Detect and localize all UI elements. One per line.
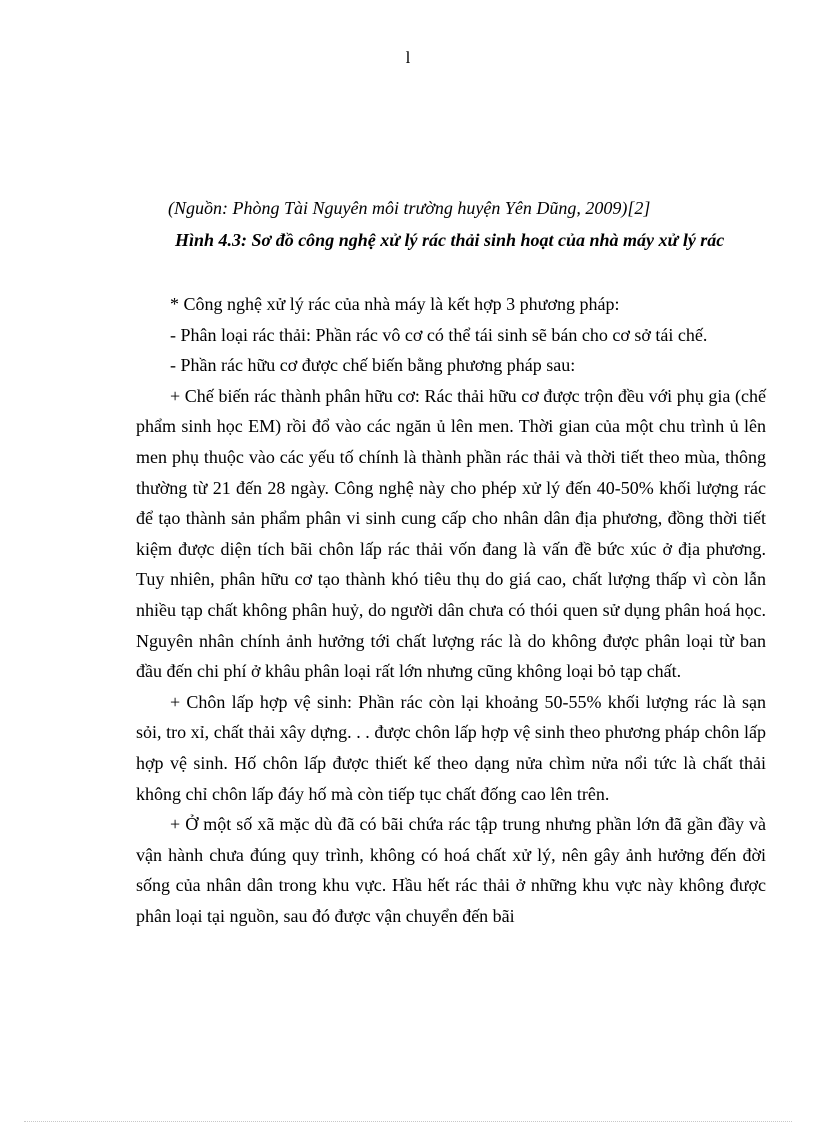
figure-source: (Nguồn: Phòng Tài Nguyên môi trường huyện Yên Dũng, 2009)[2] — [168, 198, 651, 218]
document-body — [136, 289, 766, 931]
paragraph-landfill: + Chôn lấp hợp vệ sinh: Phần rác còn lại khoảng 50-55% khối lượng rác là sạn sỏi, tro xỉ, chất thải xây dựng. . . được chôn lấp hợp vệ sinh theo phương pháp chôn lấp hợp vệ sinh. Hố chôn lấp được thiết kế theo dạng nửa chìm nửa nổi tức là chất thải không chỉ chôn lấp đáy hố mà còn tiếp tục chất đống cao lên trên. — [136, 691, 766, 804]
paragraph-commune-sites: + Ở một số xã mặc dù đã có bãi chứa rác tập trung nhưng phần lớn đã gần đầy và vận hành chưa đúng quy trình, không có hoá chất xử lý, nên gây ảnh hưởng đến đời sống của nhân dân trong khu vực. Hầu hết rác thải ở những khu vực này không được phân loại tại nguồn, sau đó được vận chuyển đến bãi — [136, 814, 766, 926]
page-number: l — [405, 48, 411, 67]
figure-caption: Hình 4.3: Sơ đồ công nghệ xử lý rác thải sinh hoạt của nhà máy xử lý rác — [175, 230, 725, 250]
paragraph-technology-intro: * Công nghệ xử lý rác của nhà máy là kết hợp 3 phương pháp: — [170, 294, 620, 314]
paragraph-sorting: - Phân loại rác thải: Phần rác vô cơ có thể tái sinh sẽ bán cho cơ sở tái chế. — [170, 324, 708, 345]
paragraph-organic-intro: - Phần rác hữu cơ được chế biến bằng phương pháp sau: — [170, 355, 576, 376]
page-bottom-divider — [24, 1121, 792, 1122]
paragraph-composting: + Chế biến rác thành phân hữu cơ: Rác thải hữu cơ được trộn đều với phụ gia (chế phẩm sinh học EM) rồi đổ vào các ngăn ủ lên men. Thời gian của một chu trình ủ lên men phụ thuộc vào các yếu tố chính là thành phần rác thải và thời tiết theo mùa, thông thường từ 21 đến 28 ngày. Công nghệ này cho phép xử lý đến 40-50% khối lượng rác để tạo thành sản phẩm phân vi sinh cung cấp cho nhân dân địa phương, đồng thời tiết kiệm được diện tích bãi chôn lấp rác thải vốn đang là vấn đề bức xúc ở địa phương. Tuy nhiên, phân hữu cơ tạo thành khó tiêu thụ do giá cao, chất lượng thấp vì còn lẫn nhiều tạp chất không phân huỷ, do người dân chưa có thói quen sử dụng phân hoá học. Nguyên nhân chính ảnh hưởng tới chất lượng rác là do không được phân loại từ ban đầu đến chi phí ở khâu phân loại rất lớn nhưng cũng không loại bỏ tạp chất. — [136, 385, 766, 682]
